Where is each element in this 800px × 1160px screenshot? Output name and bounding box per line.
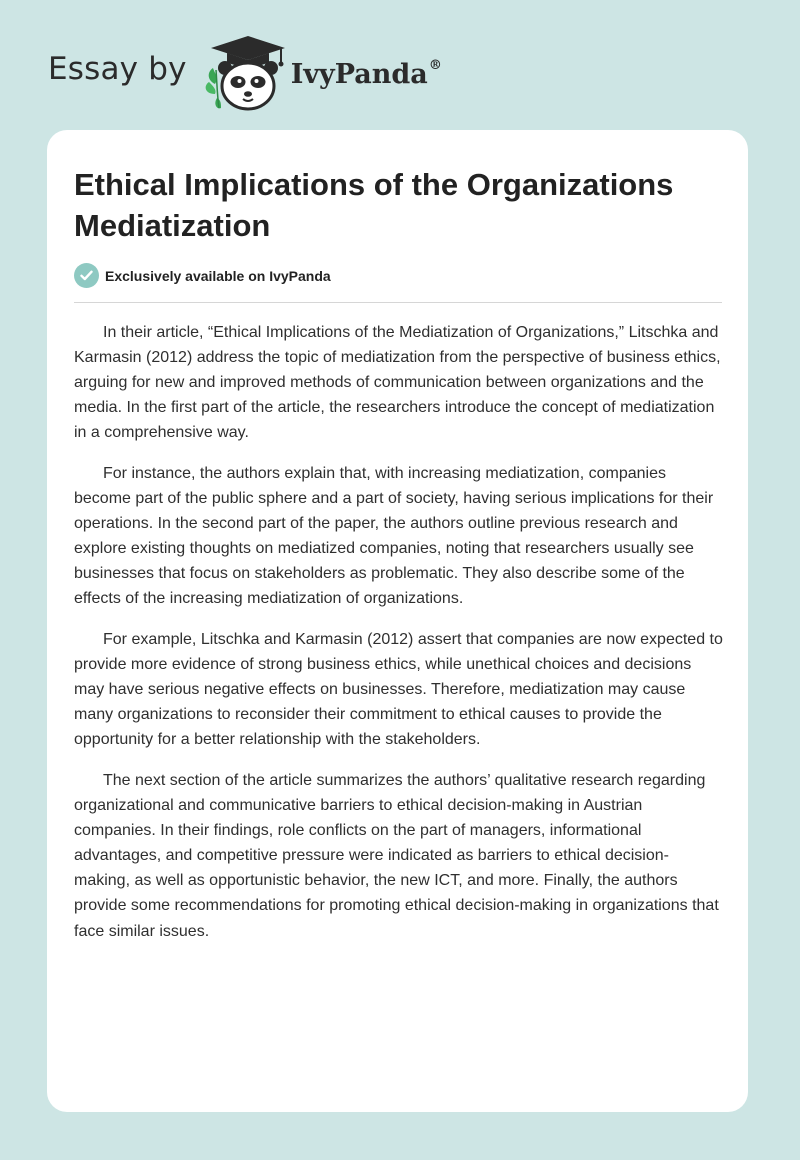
paragraph: In their article, “Ethical Implications of the Mediatization of Organizations,” Litschka and Karmasin (2012) address the topic of mediatization from the perspective of business ethics, arguing for new and improved methods of communication between organizations and the media. In the first part of the article, the researchers introduce the concept of mediatization in a comprehensive way. (74, 324, 721, 442)
paragraph: For instance, the authors explain that, with increasing mediatization, companies become part of the public sphere and a part of society, having serious implications for their operations. In the second part of the paper, the authors outline previous research and explore existing thoughts on mediatized companies, noting that researchers usually see businesses that focus on stakeholders as problematic. They also describe some of the effects of the increasing mediatization of organizations. (74, 464, 714, 608)
brand-name[interactable] (291, 58, 442, 90)
exclusive-badge-label: Exclusively available on IvyPanda (105, 267, 331, 284)
paragraph: For example, Litschka and Karmasin (2012) assert that companies are now expected to provide more evidence of strong business ethics, while unethical choices and decisions may have serious negative effects on businesses. Therefore, mediatization may cause many organizations to reconsider their commitment to ethical causes to provide the opportunity for a better relationship with the stakeholders. (74, 631, 723, 749)
essay-title: Ethical Implications of the Organizations Mediatization (74, 167, 674, 243)
site-header (48, 32, 442, 112)
divider (74, 302, 722, 303)
panda-face-icon (218, 61, 278, 109)
panda-logo-icon[interactable] (201, 32, 287, 112)
ivy-leaf-icon (205, 68, 220, 108)
paragraph: The next section of the article summarizes the authors’ qualitative research regarding organizational and communicative barriers to ethical decision-making in Austrian companies. In their findings, role conflicts on the part of managers, informational advantages, and competitive pressure were indicated as barriers to ethical decision-making, as well as opportunistic behavior, the new ICT, and more. Finally, the authors provide some recommendations for promoting ethical decision-making in organizations that face similar issues. (74, 772, 719, 940)
check-circle-icon (74, 263, 99, 288)
essay-by-label: Essay by (48, 51, 187, 87)
essay-card (47, 130, 748, 1112)
exclusive-badge (74, 263, 331, 288)
essay-body (74, 320, 723, 959)
brand-label: IvyPanda (290, 59, 428, 90)
trademark-symbol: ® (428, 58, 442, 73)
